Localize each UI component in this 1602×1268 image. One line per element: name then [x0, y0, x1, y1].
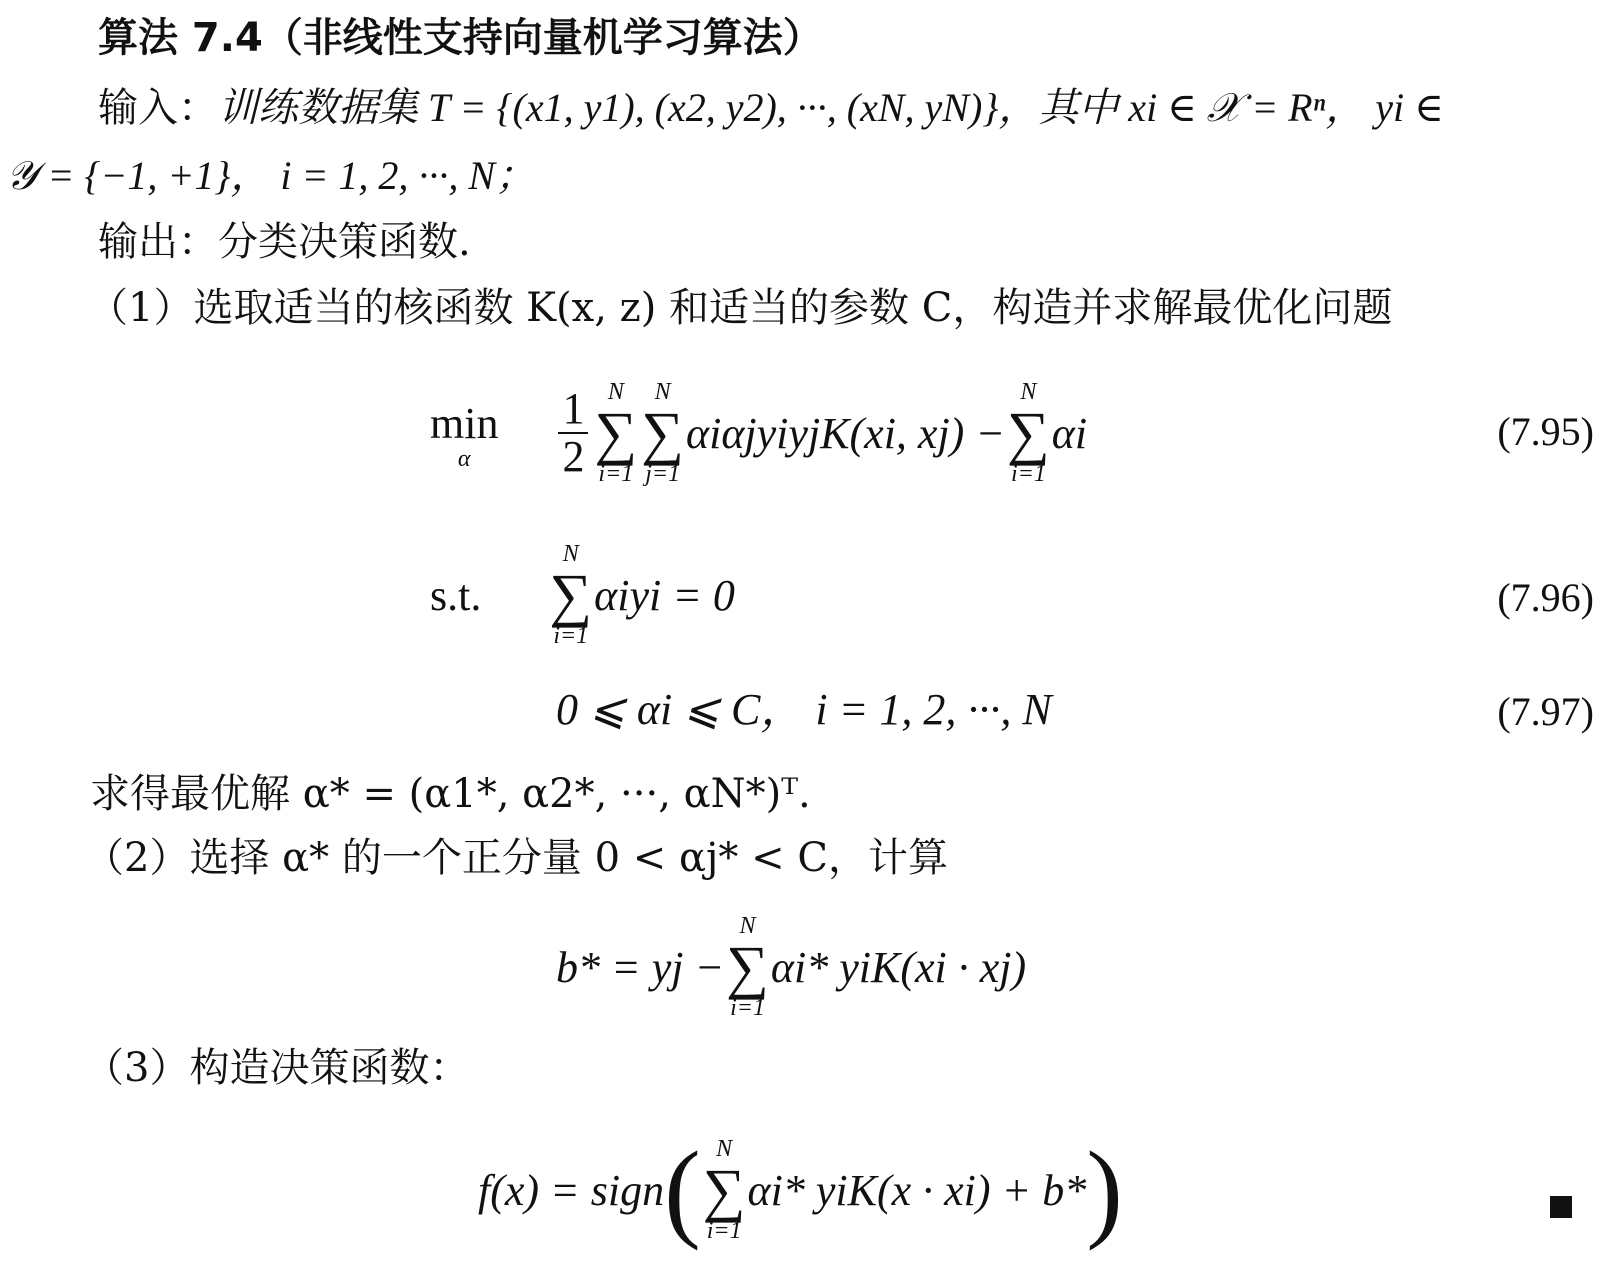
output-line	[98, 218, 471, 266]
sum-lower: j=1	[645, 461, 681, 487]
sum-over-i: N ∑ i=1	[594, 379, 638, 487]
step-3: （3）构造决策函数：	[84, 1045, 470, 1091]
input-label: 输入：	[98, 85, 218, 131]
sum-over-i-decision: N ∑ i=1	[702, 1136, 746, 1244]
min-subscript: α	[457, 445, 471, 472]
optimal-solution: 求得最优解 α* = (α1*, α2*, ···, αN*)ᵀ.	[90, 771, 811, 817]
sum-over-i-constraint: N ∑ i=1	[549, 541, 593, 649]
equation-7-96	[430, 540, 735, 650]
output-text: 分类决策函数.	[218, 219, 471, 265]
equation-7-95	[430, 378, 1087, 488]
decision-lhs: f(x) = sign	[478, 1165, 665, 1215]
b-star-lhs: b* = yj −	[556, 942, 725, 992]
step-1: （1）选取适当的核函数 K(x, z) 和适当的参数 C，构造并求解最优化问题	[88, 285, 1393, 331]
equation-number-7-96: (7.96)	[1497, 575, 1594, 620]
subject-to-label: s.t.	[430, 570, 482, 620]
input-text: 训练数据集 T = {(x1, y1), (x2, y2), ···, (xN, yN)}，其中 xi ∈ 𝒳 = Rⁿ， yi ∈	[218, 85, 1444, 130]
input-line	[98, 84, 1444, 132]
min-operator: min	[430, 398, 499, 448]
sum-upper: N	[1020, 379, 1037, 405]
fraction-one-half	[558, 386, 588, 480]
sum-upper: N	[607, 379, 624, 405]
end-of-proof-square-icon	[1550, 1196, 1572, 1218]
objective-tail: αi	[1051, 408, 1088, 458]
fraction-numerator: 1	[558, 386, 588, 434]
sum-over-i-linear: N ∑ i=1	[1007, 379, 1050, 487]
output-label: 输出：	[98, 219, 218, 265]
equation-number-7-95: (7.95)	[1497, 409, 1594, 454]
equation-7-97: 0 ⩽ αi ⩽ C， i = 1, 2, ···, N	[556, 685, 1052, 734]
equation-b-star	[556, 912, 1026, 1022]
algorithm-title: 算法 7.4（非线性支持向量机学习算法）	[98, 15, 823, 61]
equation-decision-function	[478, 1130, 1123, 1250]
sum-upper: N	[716, 1136, 733, 1162]
sum-lower: i=1	[706, 1218, 742, 1244]
equation-number-7-97: (7.97)	[1497, 689, 1594, 734]
fraction-denominator: 2	[562, 432, 585, 481]
sum-lower: i=1	[553, 623, 589, 649]
sum-lower: i=1	[598, 461, 634, 487]
sum-lower: i=1	[730, 995, 765, 1021]
constraint-body: αiyi = 0	[594, 570, 735, 620]
input-continuation: 𝒴 = {−1, +1}， i = 1, 2, ···, N；	[6, 153, 536, 198]
sum-lower: i=1	[1010, 461, 1046, 487]
objective-body: αiαjyiyjK(xi, xj) −	[686, 408, 1006, 458]
sum-upper: N	[739, 913, 756, 939]
sum-over-i-bias: N ∑ i=1	[726, 913, 769, 1021]
sum-upper: N	[654, 379, 671, 405]
decision-body: αi* yiK(x · xi) + b*	[747, 1165, 1087, 1215]
left-paren: (	[664, 1129, 701, 1251]
right-paren: )	[1086, 1129, 1123, 1251]
step-2: （2）选择 α* 的一个正分量 0 < αj* < C，计算	[84, 835, 948, 881]
sum-upper: N	[562, 541, 579, 567]
sum-over-j: N ∑ j=1	[641, 379, 685, 487]
b-star-body: αi* yiK(xi · xj)	[770, 942, 1027, 992]
